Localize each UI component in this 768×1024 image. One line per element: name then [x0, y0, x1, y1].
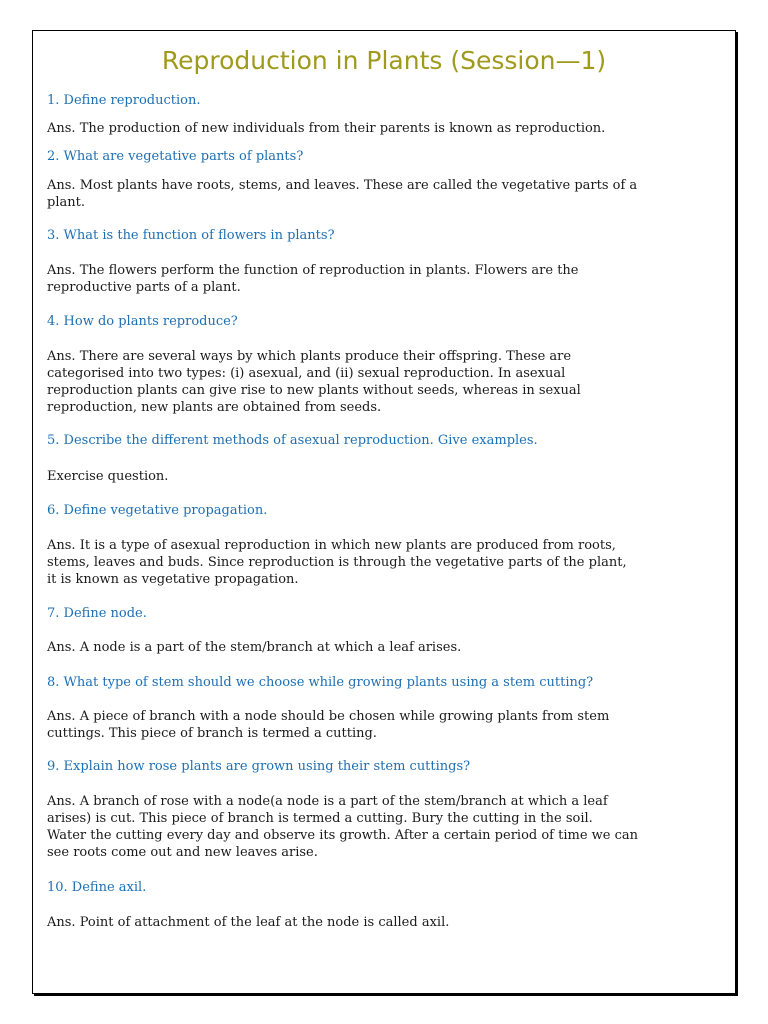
question-9: 9. Explain how rose plants are grown using their stem cuttings?	[47, 759, 471, 774]
answer-line: Ans. A node is a part of the stem/branch at which a leaf arises.	[47, 640, 462, 655]
answer-7	[47, 639, 727, 656]
answer-9	[47, 793, 727, 861]
answer-1	[47, 120, 727, 137]
answer-3	[47, 262, 727, 296]
answer-line: stems, leaves and buds. Since reproduction is through the vegetative parts of the plant,	[47, 555, 627, 570]
answer-line: Ans. Most plants have roots, stems, and leaves. These are called the vegetative parts of a	[47, 178, 638, 193]
answer-line: Water the cutting every day and observe its growth. After a certain period of time we can	[47, 828, 639, 843]
question-3: 3. What is the function of flowers in plants?	[47, 228, 335, 243]
answer-line: Ans. A branch of rose with a node(a node is a part of the stem/branch at which a leaf	[47, 794, 608, 809]
answer-line: cuttings. This piece of branch is termed a cutting.	[47, 726, 377, 741]
answer-line: see roots come out and new leaves arise.	[47, 845, 318, 860]
answer-line: Ans. A piece of branch with a node should be chosen while growing plants from stem	[47, 709, 610, 724]
answer-2	[47, 177, 727, 211]
page-title: Reproduction in Plants (Session—1)	[161, 46, 607, 75]
question-7: 7. Define node.	[47, 606, 147, 621]
question-4: 4. How do plants reproduce?	[47, 314, 238, 329]
answer-line: reproductive parts of a plant.	[47, 280, 241, 295]
answer-line: Exercise question.	[47, 469, 169, 484]
answer-line: plant.	[47, 195, 85, 210]
answer-line: Ans. The production of new individuals from their parents is known as reproduction.	[47, 121, 606, 136]
document-page	[32, 30, 736, 994]
question-2: 2. What are vegetative parts of plants?	[47, 149, 304, 164]
answer-line: reproduction, new plants are obtained from seeds.	[47, 400, 382, 415]
answer-4	[47, 348, 727, 416]
question-6: 6. Define vegetative propagation.	[47, 503, 268, 518]
answer-line: Ans. There are several ways by which plants produce their offspring. These are	[47, 349, 572, 364]
answer-5	[47, 468, 727, 485]
answer-line: arises) is cut. This piece of branch is termed a cutting. Bury the cutting in the soil.	[47, 811, 593, 826]
question-10: 10. Define axil.	[47, 880, 147, 895]
answer-line: categorised into two types: (i) asexual, and (ii) sexual reproduction. In asexual	[47, 366, 566, 381]
answer-line: Ans. Point of attachment of the leaf at the node is called axil.	[47, 915, 450, 930]
answer-line: Ans. The flowers perform the function of reproduction in plants. Flowers are the	[47, 263, 579, 278]
answer-8	[47, 708, 727, 742]
answer-line: reproduction plants can give rise to new plants without seeds, whereas in sexual	[47, 383, 581, 398]
question-1: 1. Define reproduction.	[47, 93, 201, 108]
question-5: 5. Describe the different methods of asexual reproduction. Give examples.	[47, 433, 538, 448]
answer-6	[47, 537, 727, 588]
answer-line: it is known as vegetative propagation.	[47, 572, 299, 587]
answer-10	[47, 914, 727, 931]
answer-line: Ans. It is a type of asexual reproduction in which new plants are produced from roots,	[47, 538, 616, 553]
question-8: 8. What type of stem should we choose while growing plants using a stem cutting?	[47, 675, 594, 690]
